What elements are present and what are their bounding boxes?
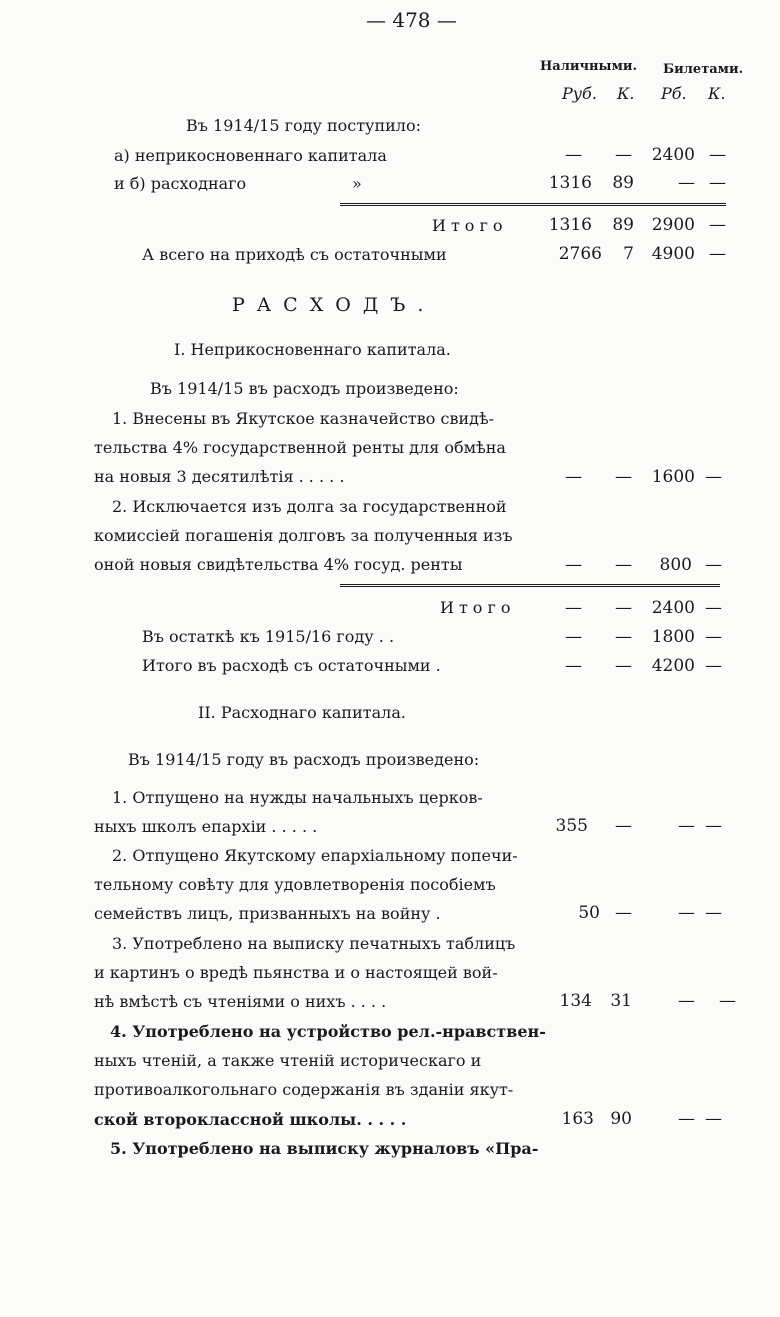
tickets-kop: — [709,244,726,264]
cash-kop: — [615,598,632,618]
tickets-rub: — [678,173,695,193]
tickets-rub: — [678,903,695,923]
tickets-rub: 1800 [651,627,695,647]
item-line: 1. Внесены въ Якутское казначейство свидѣ- [112,409,495,428]
tickets-rub: 800 [659,555,692,575]
section-intro: Въ 1914/15 году въ расходъ произведено: [128,750,480,769]
section-title: I. Неприкосновеннаго капитала. [174,340,451,359]
cash-kop: 7 [623,244,634,264]
expense-title: РАСХОДЪ. [232,294,436,316]
tickets-kop: — [705,903,722,923]
sum-rule [340,203,726,206]
cash-kop: 89 [612,173,634,193]
tickets-rub: 4900 [651,244,695,264]
cash-rub: 50 [578,903,600,923]
item-line: ныхъ чтеній, а также чтеній историческаго и [94,1051,482,1070]
tickets-kop: — [705,816,722,836]
cash-rub: 355 [555,816,588,836]
cash-rub: — [565,145,582,165]
tickets-kop: — [705,555,722,575]
tickets-rub: 2400 [651,598,695,618]
tickets-kop: — [709,215,726,235]
income-item-label: а) неприкосновеннаго капитала [114,146,387,165]
item-line: семействъ лицъ, призванныхъ на войну . [94,904,441,923]
cash-rub: 1316 [548,173,592,193]
item-line: 2. Исключается изъ долга за государственной [112,497,507,516]
cash-rub: — [565,598,582,618]
header-cash: Наличными. [540,59,638,74]
section-title: II. Расходнаго капитала. [198,703,406,722]
cash-rub: — [565,656,582,676]
item-line: ныхъ школъ епархіи . . . . . [94,817,318,836]
tickets-rub: 2900 [651,215,695,235]
page-number: — 478 — [366,8,457,32]
cash-kop: — [615,555,632,575]
cash-kop: 31 [610,991,632,1011]
header-tickets: Билетами. [663,62,744,77]
tickets-kop: — [705,467,722,487]
cash-kop: 89 [612,215,634,235]
cash-kop: — [615,627,632,647]
header-rub-cash: Руб. [562,84,597,103]
tickets-rub: 4200 [651,656,695,676]
cash-rub: — [565,555,582,575]
ditto-mark: » [352,174,362,193]
income-total-label: Итого [432,216,508,235]
cash-rub: 2766 [558,244,602,264]
tickets-kop: — [705,656,722,676]
tickets-rub: 1600 [651,467,695,487]
item-line: 5. Употреблено на выписку журналовъ «Пра- [110,1139,539,1158]
section-grand-label: Итого въ расходѣ съ остаточными . [142,656,441,675]
item-line: оной новыя свидѣтельства 4% госуд. ренты [94,555,463,574]
cash-kop: 90 [610,1109,632,1129]
tickets-rub: — [678,991,695,1011]
tickets-kop: — [705,598,722,618]
cash-kop: — [615,816,632,836]
header-kop-cash: К. [617,84,635,103]
cash-kop: — [615,145,632,165]
remainder-label: Въ остаткѣ къ 1915/16 году . . [142,627,395,646]
cash-kop: — [615,467,632,487]
item-line: тельному совѣту для удовлетворенія пособіемъ [94,875,496,894]
cash-rub: 1316 [548,215,592,235]
header-rub-tickets: Рб. [661,84,687,103]
section-total-label: Итого [440,598,516,617]
tickets-kop: — [709,145,726,165]
item-line: и картинъ о вредѣ пьянства и о настоящей вой- [94,963,498,982]
income-grand-label: А всего на приходѣ съ остаточными [142,245,447,264]
item-line: 1. Отпущено на нужды начальныхъ церков- [112,788,483,807]
section-intro: Въ 1914/15 въ расходъ произведено: [150,379,459,398]
item-line: ской второклассной школы. . . . . [94,1110,407,1129]
cash-rub: 163 [561,1109,594,1129]
tickets-rub: — [678,816,695,836]
cash-kop: — [615,903,632,923]
item-line: нѣ вмѣстѣ съ чтеніями о нихъ . . . . [94,992,387,1011]
cash-rub: — [565,627,582,647]
tickets-kop: — [705,627,722,647]
cash-kop: — [615,656,632,676]
tickets-kop: — [705,1109,722,1129]
item-line: 2. Отпущено Якутскому епархіальному попечи- [112,846,518,865]
tickets-rub: 2400 [651,145,695,165]
item-line: 4. Употреблено на устройство рел.-нравствен- [110,1022,546,1041]
item-line: на новыя 3 десятилѣтія . . . . . [94,467,345,486]
income-intro: Въ 1914/15 году поступило: [186,116,421,135]
header-kop-tickets: К. [708,84,726,103]
cash-rub: 134 [559,991,592,1011]
sum-rule [340,584,720,587]
item-line: комиссіей погашенія долговъ за полученныя изъ [94,526,513,545]
tickets-kop: — [709,173,726,193]
item-line: тельства 4% государственной ренты для обмѣна [94,438,506,457]
tickets-kop: — [719,991,736,1011]
cash-rub: — [565,467,582,487]
item-line: 3. Употреблено на выписку печатныхъ таблицъ [112,934,516,953]
tickets-rub: — [678,1109,695,1129]
item-line: противоалкогольнаго содержанія въ зданіи якут- [94,1080,514,1099]
income-item-label: и б) расходнаго [114,174,247,193]
